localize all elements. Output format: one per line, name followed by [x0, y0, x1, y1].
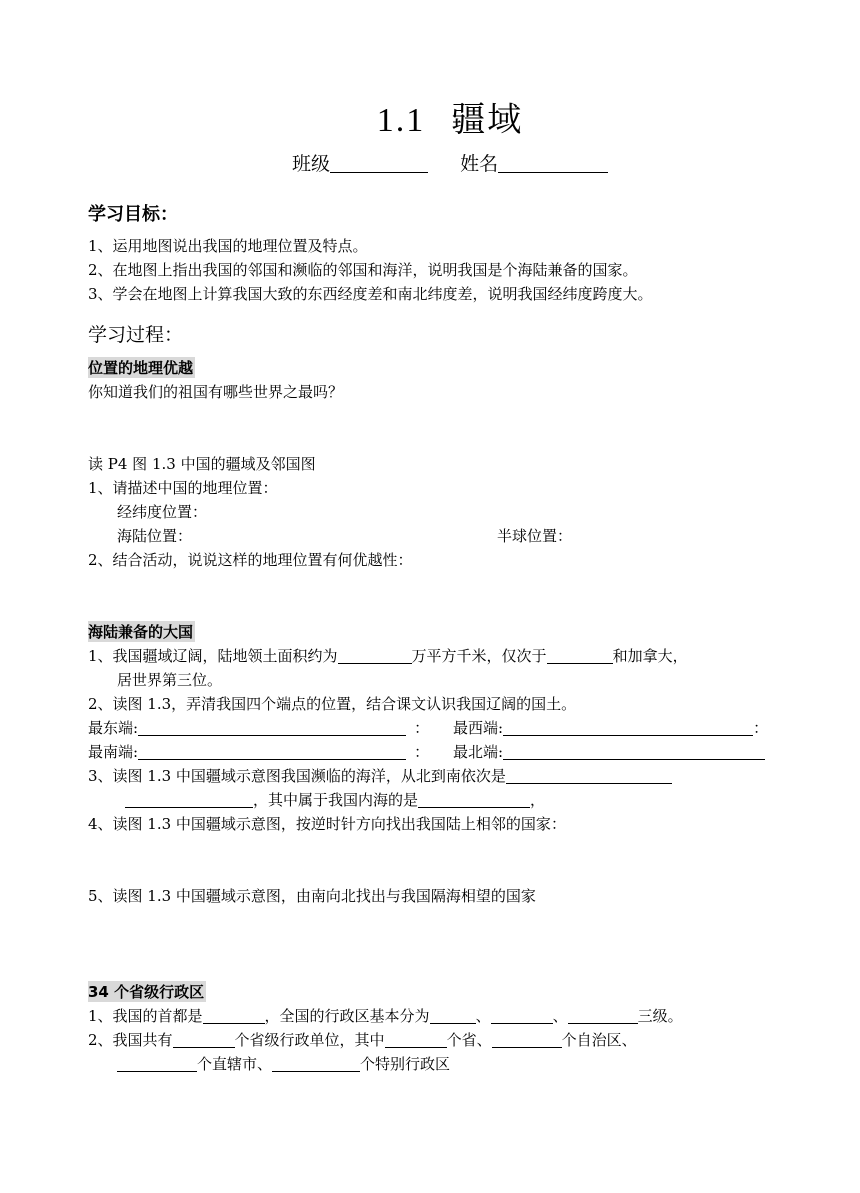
- answer-blank[interactable]: [138, 743, 406, 760]
- map-reference: 读 P4 图 1.3 中国的疆域及邻国图: [88, 455, 316, 473]
- question-part: 三级。: [637, 1007, 683, 1025]
- answer-blank[interactable]: [547, 647, 613, 664]
- south-label: 最南端:: [88, 743, 139, 761]
- question-part: ，其中属于我国内海的是: [253, 791, 419, 809]
- title-text: 疆域: [451, 100, 524, 140]
- west-label: 最西端:: [453, 719, 504, 737]
- question-text: 半球位置：: [497, 527, 573, 545]
- answer-blank[interactable]: [503, 743, 765, 760]
- page-title: [0, 92, 860, 141]
- answer-blank[interactable]: [203, 1007, 265, 1024]
- objective-item: 2、在地图上指出我国的邻国和濒临的邻国和海洋，说明我国是个海陆兼备的国家。: [88, 261, 638, 279]
- question-text: 海陆位置：: [117, 527, 193, 545]
- answer-blank[interactable]: [125, 791, 253, 808]
- question-text: 2、读图 1.3，弄清我国四个端点的位置，结合课文认识我国辽阔的国土。: [88, 695, 577, 713]
- question-part: 1、我国疆域辽阔，陆地领土面积约为: [88, 647, 338, 665]
- north-end-row: [453, 741, 765, 762]
- answer-blank[interactable]: [503, 719, 753, 736]
- class-field[interactable]: [330, 154, 428, 173]
- question-text: [88, 1029, 637, 1050]
- question-text: [117, 1053, 450, 1074]
- section-title: 34 个省级行政区: [88, 983, 205, 1001]
- separator: 、: [475, 1007, 491, 1025]
- question-part: 个特别行政区: [360, 1055, 451, 1073]
- section-title: 海陆兼备的大国: [88, 623, 194, 641]
- question-part: 1、我国的首都是: [88, 1007, 203, 1025]
- west-end-row: [453, 717, 768, 738]
- objective-item: 1、运用地图说出我国的地理位置及特点。: [88, 237, 368, 255]
- question-text: [125, 789, 545, 810]
- east-label: 最东端:: [88, 719, 139, 737]
- objective-item: 3、学会在地图上计算我国大致的东西经度差和南北纬度差，说明我国经纬度跨度大。: [88, 285, 653, 303]
- answer-blank[interactable]: [117, 1055, 197, 1072]
- question-text: [88, 765, 672, 786]
- question-part: 3、读图 1.3 中国疆域示意图我国濒临的海洋，从北到南依次是: [88, 767, 506, 785]
- class-label: 班级: [292, 153, 331, 175]
- question-part: 和加拿大，: [612, 647, 688, 665]
- question-part: 2、我国共有: [88, 1031, 173, 1049]
- name-field[interactable]: [498, 154, 608, 173]
- question-text: [88, 645, 688, 666]
- answer-blank[interactable]: [568, 1007, 638, 1024]
- question-text: [88, 1005, 683, 1026]
- answer-blank[interactable]: [430, 1007, 476, 1024]
- objectives-heading: 学习目标：: [88, 204, 178, 225]
- question-part: 万平方千米，仅次于: [411, 647, 547, 665]
- question-text: 经纬度位置：: [117, 503, 208, 521]
- answer-blank[interactable]: [491, 1007, 553, 1024]
- answer-blank[interactable]: [138, 719, 406, 736]
- process-heading: 学习过程：: [88, 324, 184, 346]
- question-text: 你知道我们的祖国有哪些世界之最吗？: [88, 383, 344, 401]
- title-number: 1.1: [376, 102, 426, 139]
- answer-blank[interactable]: [338, 647, 412, 664]
- question-text: 5、读图 1.3 中国疆域示意图，由南向北找出与我国隔海相望的国家: [88, 887, 536, 905]
- question-part: 个省、: [446, 1031, 492, 1049]
- question-text: 4、读图 1.3 中国疆域示意图，按逆时针方向找出我国陆上相邻的国家：: [88, 815, 566, 833]
- answer-blank[interactable]: [492, 1031, 562, 1048]
- north-label: 最北端:: [453, 743, 504, 761]
- question-part: 个自治区、: [561, 1031, 637, 1049]
- question-text: 居世界第三位。: [117, 671, 223, 689]
- question-part: ，全国的行政区基本分为: [264, 1007, 430, 1025]
- east-end-row: [88, 717, 429, 738]
- student-info: [292, 149, 608, 176]
- question-part: 个省级行政单位，其中: [234, 1031, 385, 1049]
- question-part: 个直辖市、: [197, 1055, 273, 1073]
- answer-blank[interactable]: [506, 767, 672, 784]
- answer-blank[interactable]: [385, 1031, 447, 1048]
- question-text: 1、请描述中国的地理位置：: [88, 479, 278, 497]
- question-part: ，: [530, 791, 546, 809]
- separator: 、: [552, 1007, 568, 1025]
- answer-blank[interactable]: [418, 791, 530, 808]
- colon: ：: [414, 719, 430, 737]
- section-title: 位置的地理优越: [88, 359, 194, 377]
- colon: ：: [414, 743, 430, 761]
- answer-blank[interactable]: [173, 1031, 235, 1048]
- name-label: 姓名: [460, 153, 499, 175]
- answer-blank[interactable]: [272, 1055, 360, 1072]
- south-end-row: [88, 741, 429, 762]
- colon: ：: [753, 719, 769, 737]
- question-text: 2、结合活动，说说这样的地理位置有何优越性：: [88, 551, 413, 569]
